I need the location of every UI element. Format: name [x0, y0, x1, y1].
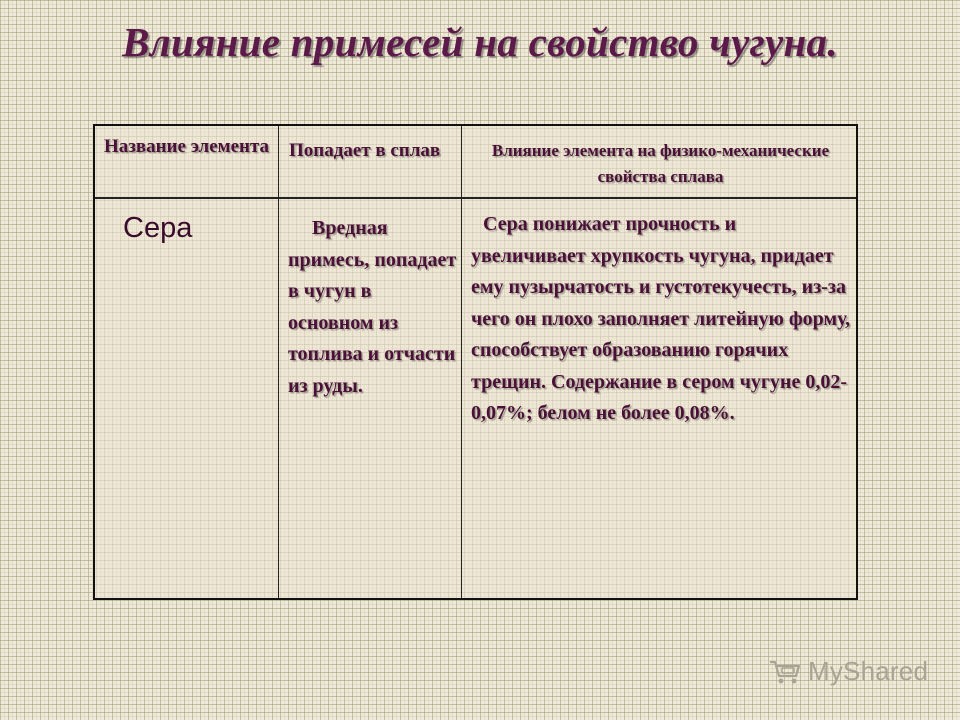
cell-source: Вредная примесь, попадает в чугун в основном из топлива и отчасти из руды. [288, 217, 457, 397]
header-element-name: Название элемента [103, 136, 270, 157]
watermark [768, 656, 928, 687]
impurities-table [93, 124, 858, 600]
page-title: Влияние примесей на свойство чугуна. [122, 19, 838, 65]
cell-effect: Сера понижает прочность и увеличивает хрупкость чугуна, придает ему пузырчатость и густотекучесть, из-за чего он плохо заполняет литейную форму, способствует образованию горячих трещин. Содержание в сером чугуне 0,02-0,07%; белом не более 0,08%. [471, 213, 851, 424]
watermark-text: MyShared [808, 656, 929, 686]
header-effect: Влияние элемента на физико-механические свойства сплава [491, 141, 830, 186]
mouse-cart-icon [768, 658, 802, 686]
header-enters-alloy: Попадает в сплав [289, 140, 441, 161]
cell-element: Сера [123, 212, 193, 244]
header-divider [95, 197, 856, 199]
